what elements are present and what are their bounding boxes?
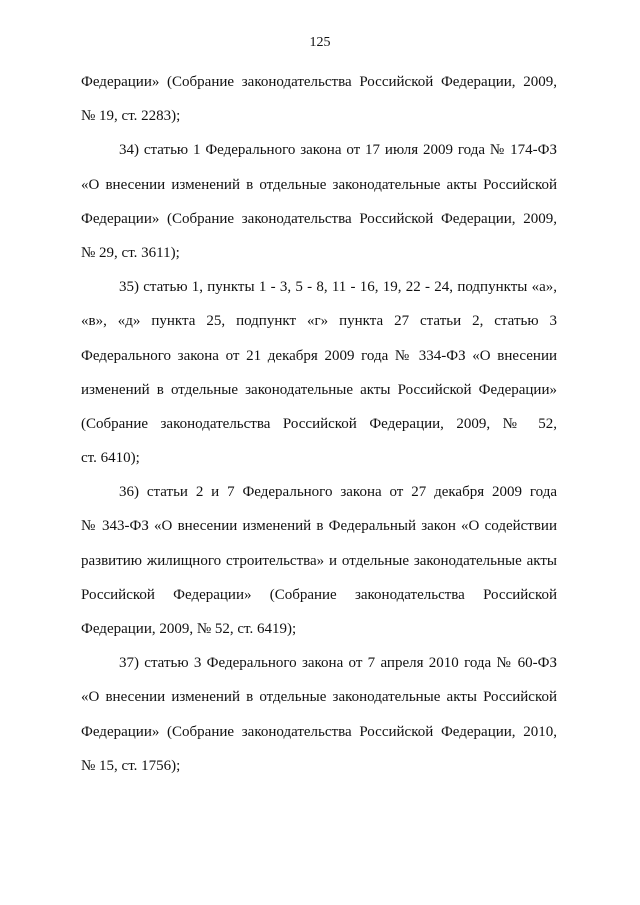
text-line: 34) статью 1 Федерального закона от 17 июля 2009 года № 174-ФЗ [119, 142, 557, 159]
text-line: ст. 6410); [81, 450, 140, 467]
text-line: № 19, ст. 2283); [81, 108, 181, 125]
text-line: изменений в отдельные законодательные акты Российской Федерации» [81, 381, 557, 398]
document-body [81, 65, 557, 783]
text-line: 36) статьи 2 и 7 Федерального закона от 27 декабря 2009 года [119, 484, 557, 501]
text-line: (Собрание законодательства Российской Федерации, 2009, № 52, [81, 415, 557, 432]
text-line: 37) статью 3 Федерального закона от 7 апреля 2010 года № 60-ФЗ [119, 655, 557, 672]
text-line: № 343-ФЗ «О внесении изменений в Федеральный закон «О содействии [81, 518, 557, 535]
text-line: Федерации» (Собрание законодательства Российской Федерации, 2009, [81, 74, 557, 90]
text-line: «в», «д» пункта 25, подпункт «г» пункта 27 статьи 2, статью 3 [81, 313, 557, 330]
text-line: развитию жилищного строительства» и отдельные законодательные акты [81, 552, 557, 569]
paragraph-35 [81, 270, 557, 475]
text-line: Федерального закона от 21 декабря 2009 года № 334-ФЗ «О внесении [81, 347, 557, 364]
paragraph-34 [81, 133, 557, 270]
text-line: № 15, ст. 1756); [81, 757, 181, 774]
page-number: 125 [309, 35, 331, 50]
paragraph-37 [81, 646, 557, 783]
paragraph-36 [81, 475, 557, 646]
text-line: № 29, ст. 3611); [81, 244, 180, 261]
text-line: Федерации, 2009, № 52, ст. 6419); [81, 621, 297, 637]
text-line: Федерации» (Собрание законодательства Российской Федерации, 2010, [81, 723, 557, 740]
text-line: Российской Федерации» (Собрание законодательства Российской [81, 586, 557, 603]
text-line: «О внесении изменений в отдельные законодательные акты Российской [81, 176, 557, 193]
text-line: Федерации» (Собрание законодательства Российской Федерации, 2009, [81, 210, 557, 227]
paragraph-33-tail [81, 65, 557, 133]
text-line: «О внесении изменений в отдельные законодательные акты Российской [81, 689, 557, 706]
text-line: 35) статью 1, пункты 1 - 3, 5 - 8, 11 - 16, 19, 22 - 24, подпункты «а», [119, 279, 557, 296]
